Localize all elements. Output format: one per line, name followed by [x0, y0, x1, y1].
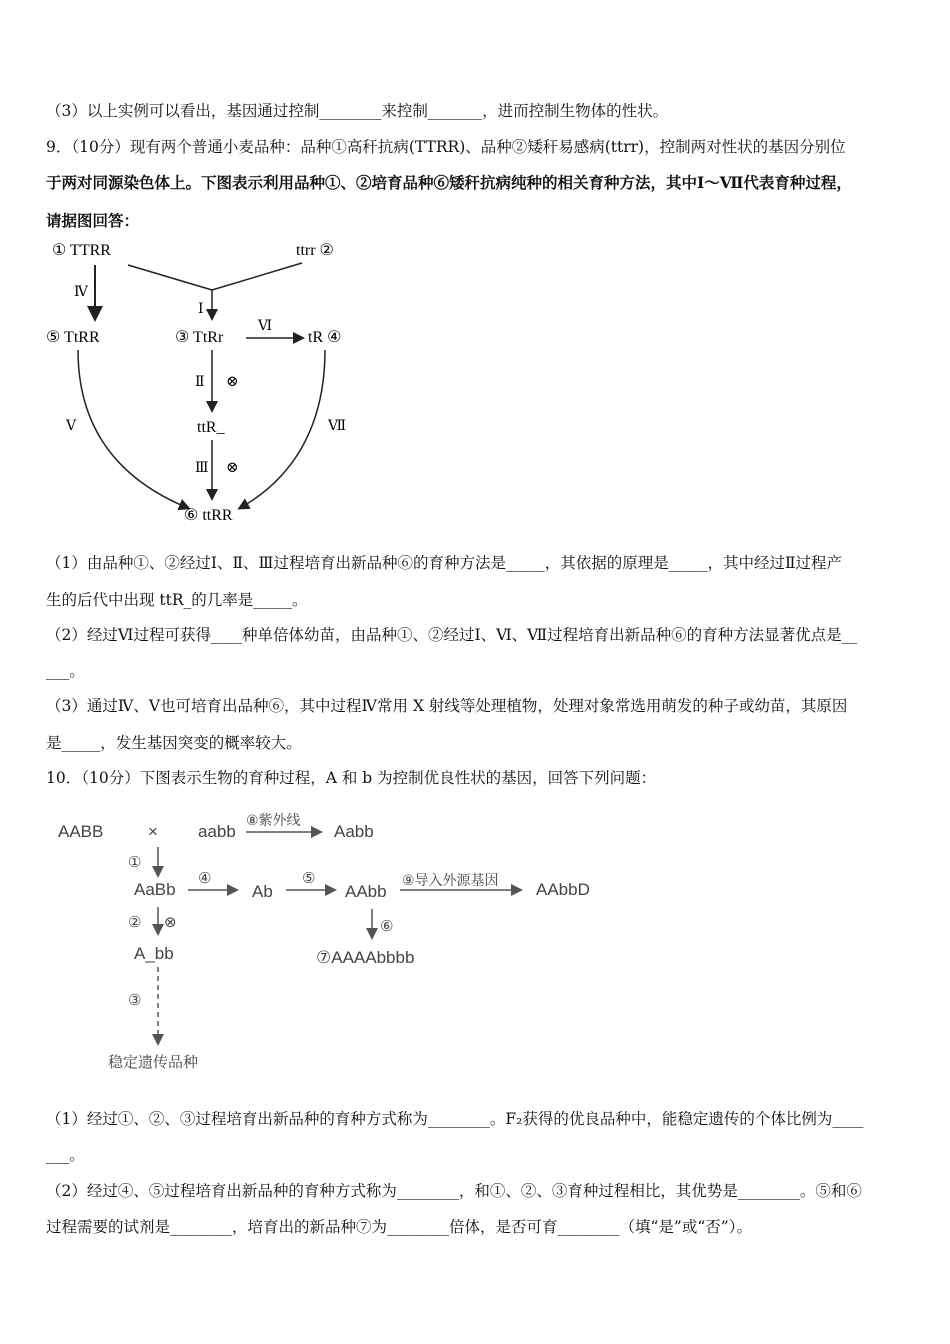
node-6-ttrr: ⑥ ttRR [184, 507, 233, 524]
label-V: Ⅴ [66, 419, 77, 434]
cross-symbol: × [148, 822, 158, 841]
cross-line-left [128, 265, 212, 290]
text-line-q9-intro-3: 请据图回答： [46, 211, 140, 230]
node-aabbd: AAbbD [536, 880, 590, 899]
text-line-q9-3b: 是_____，发生基因突变的概率较大。 [46, 734, 302, 752]
label-1: ① [128, 854, 142, 871]
label-6: ⑥ [380, 918, 394, 935]
label-3: ③ [128, 992, 142, 1009]
node-ab: Ab [252, 882, 273, 901]
node-a-bb: A_bb [134, 944, 174, 963]
label-5: ⑤ [302, 870, 316, 887]
text-line-q8-3: （3）以上实例可以看出，基因通过控制________来控制_______，进而控制生物体的性状。 [46, 102, 669, 120]
text-line-q10-2: （2）经过④、⑤过程培育出新品种的育种方式称为________，和①、②、③育种过程相比，其优势是________。⑤和⑥ [46, 1182, 862, 1200]
arrow-V [78, 350, 188, 508]
node-aabb-mutant: Aabb [334, 822, 374, 841]
label-IV: Ⅳ [74, 285, 88, 300]
label-9-transgene: ⑨导入外源基因 [402, 872, 499, 888]
node-ttr: ttR_ [197, 419, 225, 436]
label-VII: Ⅶ [328, 419, 347, 434]
node-3-ttrr: ③ TtRr [175, 329, 224, 346]
text-line-q10-intro: 10．（10分）下图表示生物的育种过程，A 和 b 为控制优良性状的基因，回答下列问题： [46, 769, 657, 787]
label-II: Ⅱ [195, 375, 205, 390]
label-I: Ⅰ [198, 302, 204, 317]
node-7-tetraploid: ⑦AAAAbbbb [316, 948, 415, 967]
node-f1-aabb: AaBb [134, 880, 176, 899]
self-symbol-2: ⊗ [164, 914, 177, 931]
self-symbol-1: ⊗ [226, 374, 239, 390]
text-line-q9-1: （1）由品种①、②经过Ⅰ、Ⅱ、Ⅲ过程培育出新品种⑥的育种方法是_____，其依据的原理是_____，其中经过Ⅱ过程产 [46, 554, 843, 572]
text-line-q9-1b: 生的后代中出现 ttR_的几率是_____。 [46, 591, 308, 609]
text-line-q9-intro-2: 于两对同源染色体上。下图表示利用品种①、②培育品种⑥矮秆抗病纯种的相关育种方法，其中Ⅰ～Ⅶ代表育种过程， [46, 173, 852, 192]
self-symbol-2: ⊗ [226, 460, 239, 476]
text-line-q9-2b: ___。 [46, 662, 85, 680]
node-aabb-parent-2: aabb [198, 822, 236, 841]
node-aabb-parent: AABB [58, 822, 104, 841]
label-VI: Ⅵ [258, 319, 273, 334]
node-stable-variety: 稳定遗传品种 [108, 1054, 199, 1071]
node-5-ttrr: ⑤ TtRR [46, 329, 100, 346]
text-line-q9-intro: 9．（10分）现有两个普通小麦品种：品种①高秆抗病(TTRR)、品种②矮秆易感病(ttrr)，控制两对性状的基因分别位 [46, 138, 846, 156]
breeding-diagram-wheat [40, 230, 370, 530]
label-8-uv: ⑧紫外线 [246, 812, 301, 828]
label-4: ④ [198, 870, 212, 887]
label-2: ② [128, 914, 142, 931]
text-line-q10-1b: ___。 [46, 1146, 85, 1164]
text-line-q9-3: （3）通过Ⅳ、Ⅴ也可培育出品种⑥，其中过程Ⅳ常用 X 射线等处理植物，处理对象常选用萌发的种子或幼苗，其原因 [46, 697, 848, 715]
text-line-q10-2b: 过程需要的试剂是________，培育出的新品种⑦为________倍体，是否可育________（填“是”或“否”）。 [46, 1218, 752, 1236]
text-line-q9-2: （2）经过Ⅵ过程可获得____种单倍体幼苗，由品种①、②经过Ⅰ、Ⅵ、Ⅶ过程培育出新品种⑥的育种方法显著优点是__ [46, 626, 858, 644]
node-2-ttrr: ttrr ② [296, 242, 334, 259]
text-line-q10-1: （1）经过①、②、③过程培育出新品种的育种方式称为________。F₂获得的优良品种中，能稳定遗传的个体比例为____ [46, 1110, 864, 1128]
node-aabb-doubled: AAbb [345, 882, 387, 901]
arrow-VII [240, 350, 325, 508]
cross-line-right [212, 263, 302, 290]
node-4-tr: tR ④ [308, 329, 342, 346]
node-1-ttrr: ① TTRR [52, 242, 111, 259]
breeding-diagram-general [40, 805, 640, 1080]
label-III: Ⅲ [195, 461, 209, 476]
